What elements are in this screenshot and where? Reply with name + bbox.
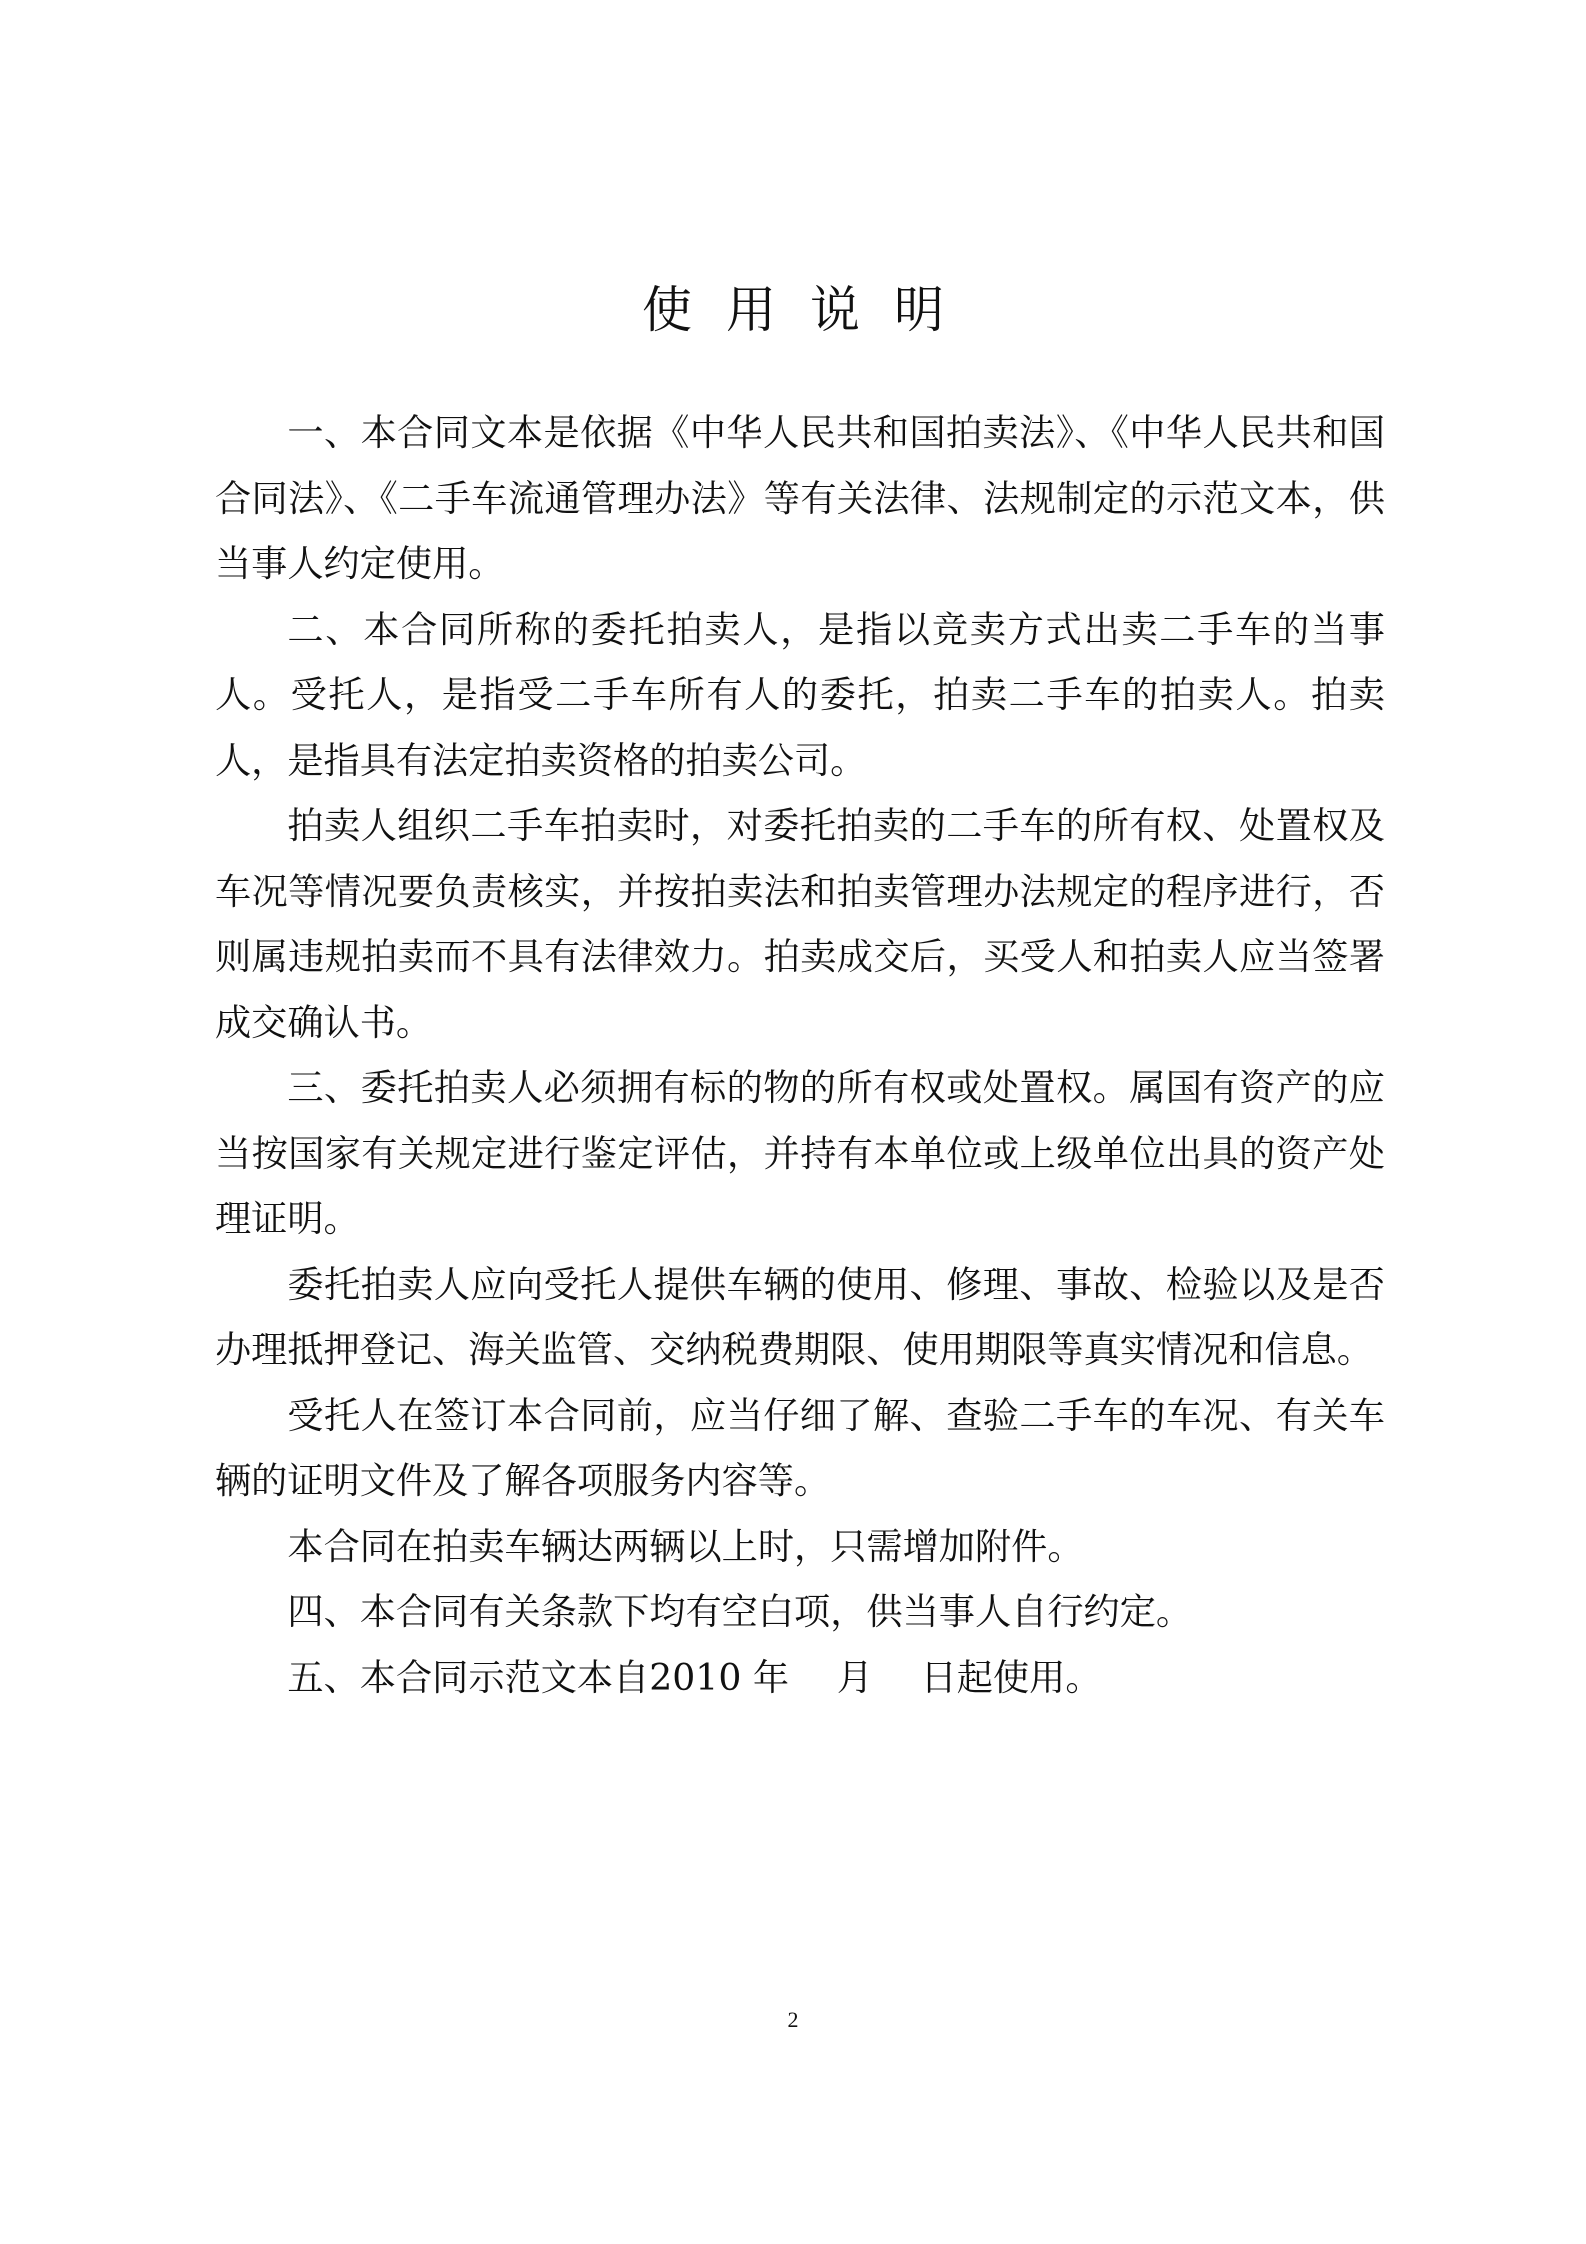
paragraph-5: 委托拍卖人应向受托人提供车辆的使用、修理、事故、检验以及是否办理抵押登记、海关监管、交纳税费期限、使用期限等真实情况和信息。: [215, 1262, 1385, 1371]
paragraph-8: 四、本合同有关条款下均有空白项，供当事人自行约定。: [287, 1590, 1193, 1633]
paragraph-2: 二、本合同所称的委托拍卖人，是指以竞卖方式出卖二手车的当事人。受托人，是指受二手车所有人的委托，拍卖二手车的拍卖人。拍卖人，是指具有法定拍卖资格的拍卖公司。: [215, 607, 1385, 782]
paragraph-1: 一、本合同文本是依据《中华人民共和国拍卖法》、《中华人民共和国合同法》、《二手车流通管理办法》等有关法律、法规制定的示范文本，供当事人约定使用。: [215, 411, 1385, 585]
paragraph-9: 五、本合同示范文本自2010 年 月 日起使用。: [287, 1655, 1102, 1699]
paragraph-4: 三、委托拍卖人必须拥有标的物的所有权或处置权。属国有资产的应当按国家有关规定进行鉴定评估，并持有本单位或上级单位出具的资产处理证明。: [215, 1066, 1385, 1240]
paragraph-3: 拍卖人组织二手车拍卖时，对委托拍卖的二手车的所有权、处置权及车况等情况要负责核实，并按拍卖法和拍卖管理办法规定的程序进行，否则属违规拍卖而不具有法律效力。拍卖成交后，买受人和拍卖人应当签署成交确认书。: [215, 804, 1385, 1044]
paragraph-7: 本合同在拍卖车辆达两辆以上时，只需增加附件。: [287, 1524, 1084, 1568]
document-body: [215, 400, 1385, 1710]
page-number: 2: [787, 2007, 799, 2032]
page-title: 使用说明: [642, 281, 978, 339]
paragraph-6: 受托人在签订本合同前，应当仔细了解、查验二手车的车况、有关车辆的证明文件及了解各项服务内容等。: [215, 1393, 1385, 1502]
